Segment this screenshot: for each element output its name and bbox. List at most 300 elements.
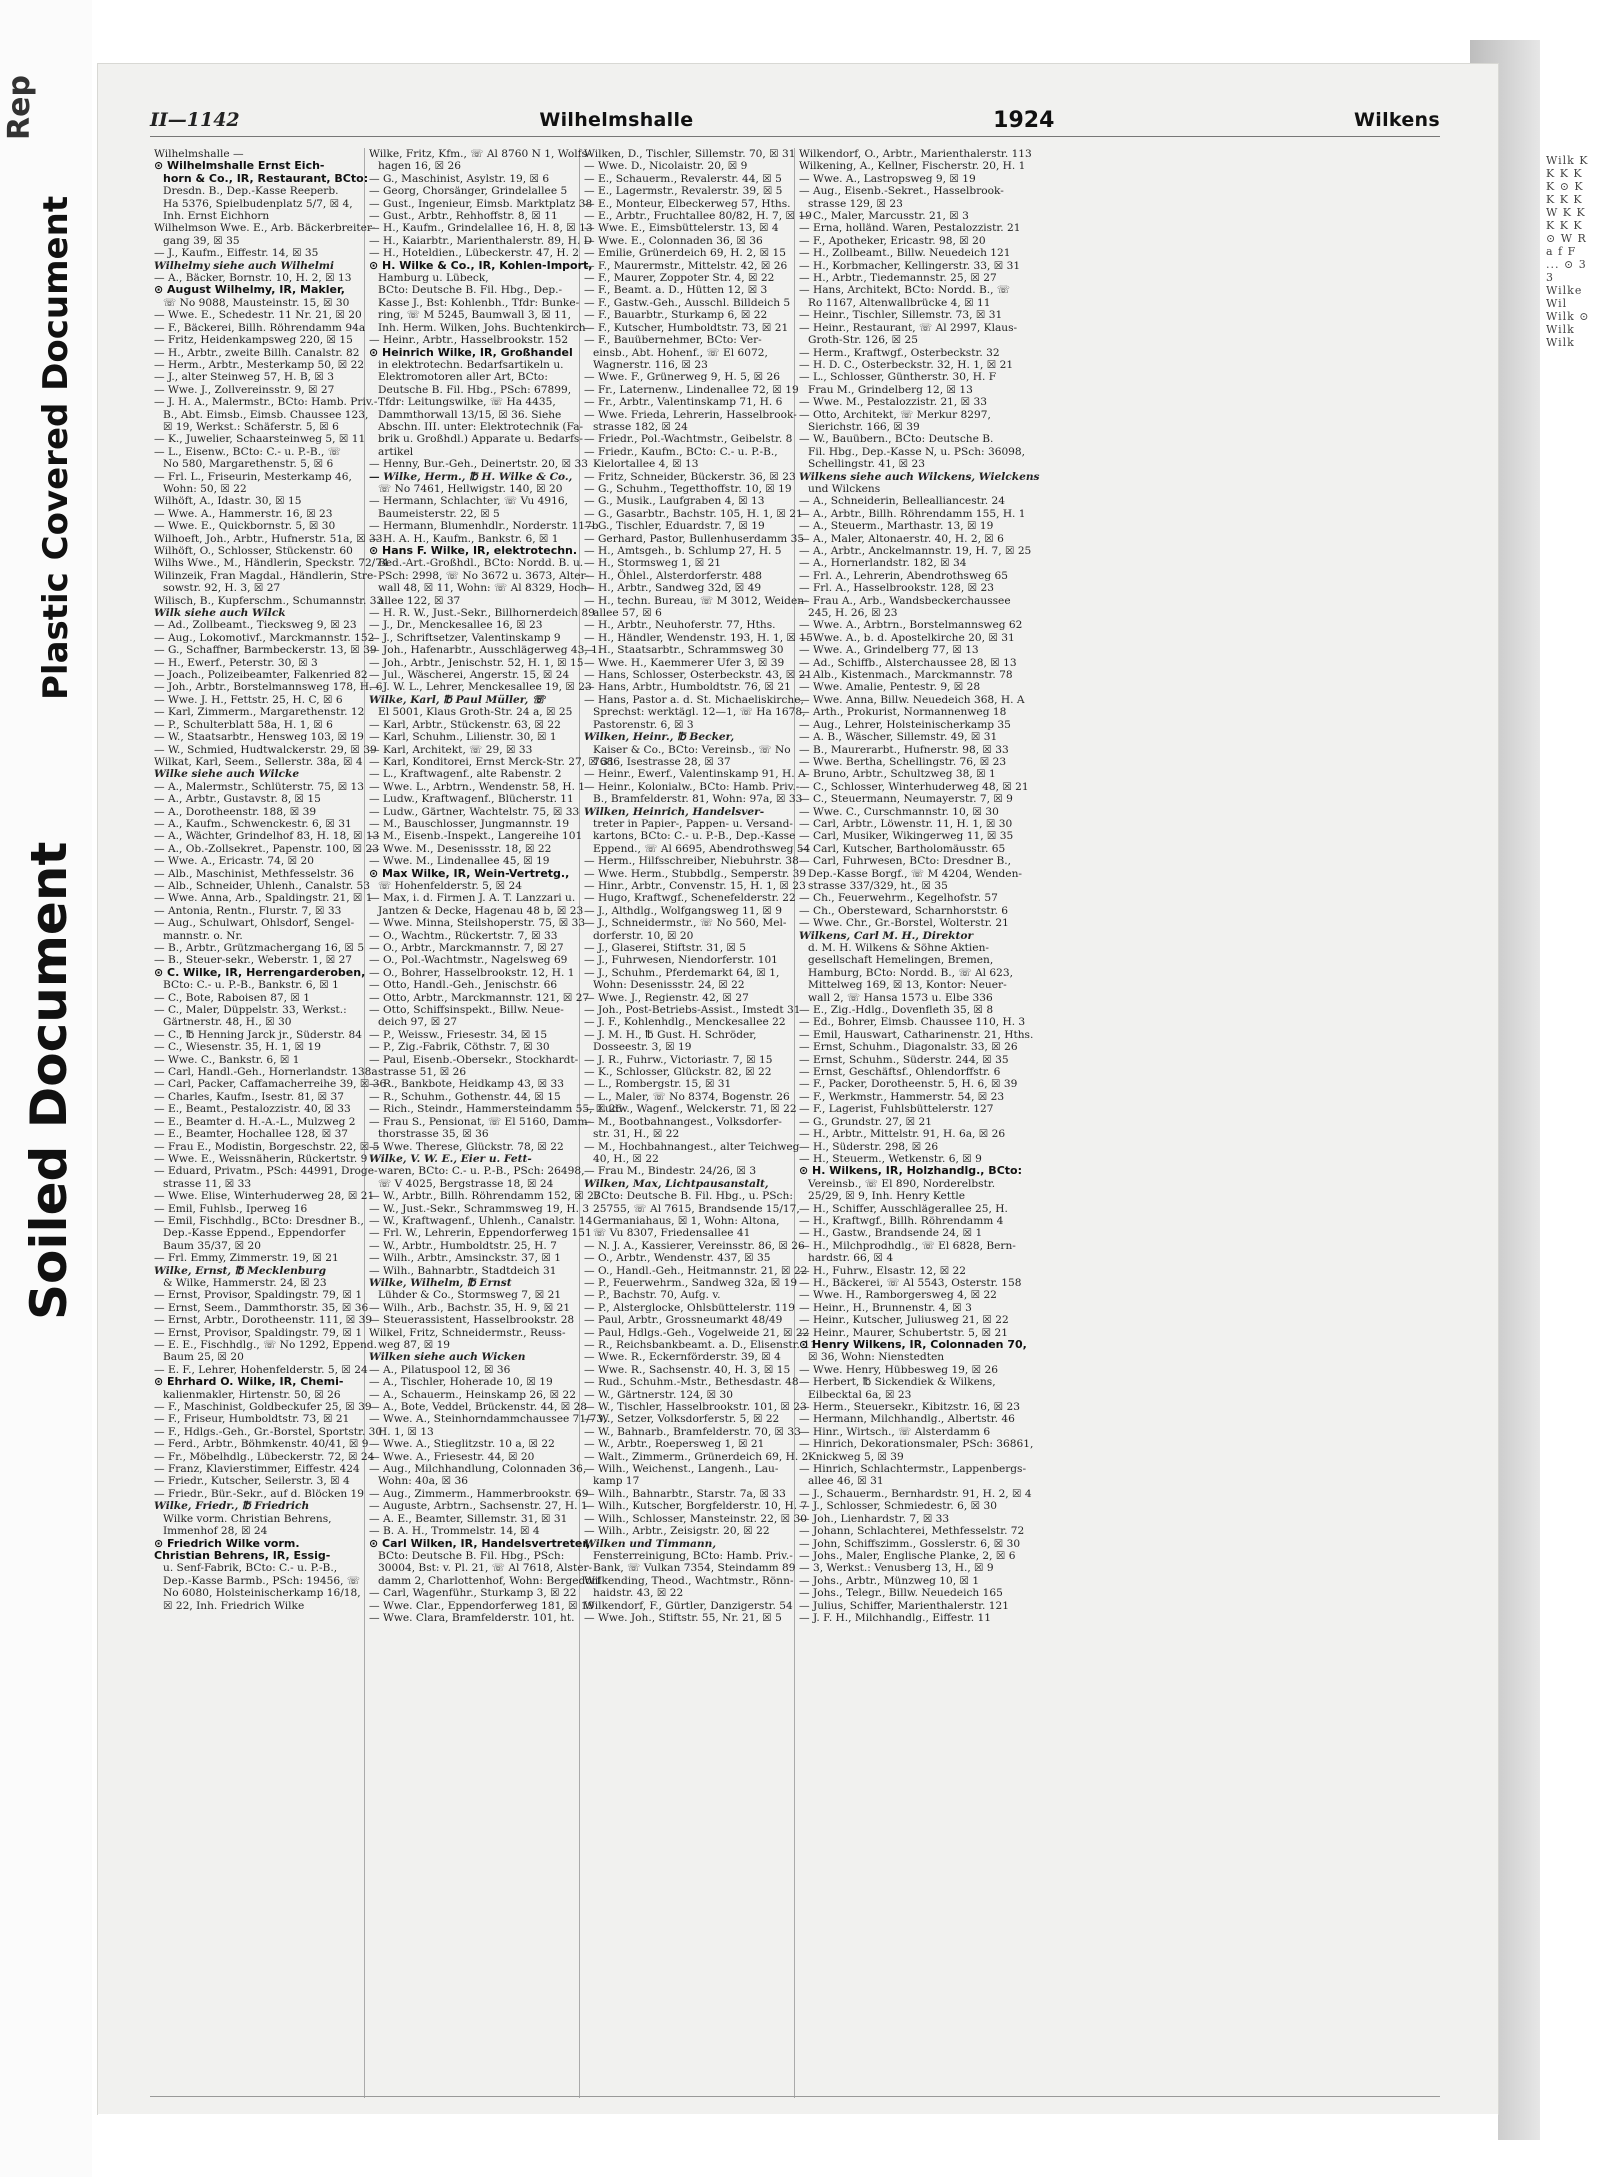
directory-entry: ⊙ H. Wilkens, IR, Holzhandlg., BCto: bbox=[799, 1164, 1022, 1178]
directory-entry: — K., Schlosser, Glückstr. 82, ☒ 22 bbox=[584, 1066, 772, 1079]
directory-entry: — Wwe. C., Bankstr. 6, ☒ 1 bbox=[154, 1053, 300, 1066]
directory-entry: — Wwe. R., Eckernförderstr. 39, ☒ 4 bbox=[584, 1351, 781, 1364]
directory-entry: — Otto, Schiffsinspekt., Billw. Neue- bbox=[369, 1004, 564, 1017]
directory-entry: — Emil, Fuhlsb., Iperweg 16 bbox=[154, 1202, 308, 1215]
directory-entry: No 6080, Holsteinischerkamp 16/18, bbox=[163, 1587, 361, 1600]
directory-entry: — Heinr., Tischler, Sillemstr. 73, ☒ 31 bbox=[799, 309, 1003, 322]
directory-entry: Wilke, Friedr., ℔ Friedrich bbox=[154, 1500, 310, 1513]
directory-entry: — H. A. H., Kaufm., Bankstr. 6, ☒ 1 bbox=[369, 532, 559, 545]
directory-entry: — Paul, Hdlgs.-Geh., Vogelweide 21, ☒ 22 bbox=[584, 1326, 810, 1339]
directory-entry: kartons, BCto: C.- u. P.-B., Dep.-Kasse bbox=[593, 830, 796, 843]
directory-entry: — Alb., Kistenmach., Marckmannstr. 78 bbox=[799, 669, 1013, 682]
directory-entry: — F., Maschinist, Goldbeckufer 25, ☒ 39 bbox=[154, 1401, 372, 1414]
directory-entry: — Heinr., Kutscher, Juliusweg 21, ☒ 22 bbox=[799, 1314, 1009, 1327]
directory-entry: — A., Ob.-Zollsekret., Papenstr. 100, ☒ 23 bbox=[154, 842, 379, 855]
directory-entry: — Wilh., Schlosser, Mansteinstr. 22, ☒ 30 bbox=[584, 1512, 807, 1525]
directory-entry: — Wwe. A., Lastropsweg 9, ☒ 19 bbox=[799, 172, 976, 185]
directory-entry: brik u. Großhdl.) Apparate u. Bedarfs- bbox=[378, 433, 583, 446]
directory-entry: ⊙ H. Wilke & Co., IR, Kohlen-Import, bbox=[369, 258, 593, 272]
directory-entry: — Wilh., Bahnarbtr., Stadtdeich 31 bbox=[369, 1264, 557, 1277]
directory-entry: — H., Zollbeamt., Billw. Neuedeich 121 bbox=[799, 247, 1011, 260]
directory-entry: — Johs., Telegr., Billw. Neuedeich 165 bbox=[799, 1587, 1003, 1600]
directory-entry: — Aug., Eisenb.-Sekret., Hasselbrook- bbox=[799, 185, 1004, 198]
directory-entry: — R., Schuhm., Gothenstr. 44, ☒ 15 bbox=[369, 1090, 561, 1103]
directory-entry: — Wilh., Weichenst., Langenh., Lau- bbox=[584, 1463, 779, 1476]
directory-entry: ☏ Hohenfelderstr. 5, ☒ 24 bbox=[378, 879, 522, 892]
directory-entry: Wilisch, B., Kupferschm., Schumannstr. 33 bbox=[154, 594, 384, 607]
directory-entry: — Aug., Lokomotivf., Marckmannstr. 152 bbox=[154, 631, 375, 644]
directory-entry: — Herbert, ℔ Sickendiek & Wilkens, bbox=[799, 1376, 996, 1389]
directory-entry: dorferstr. 10, ☒ 20 bbox=[593, 929, 694, 942]
directory-entry: d. M. H. Wilkens & Söhne Aktien- bbox=[808, 942, 989, 954]
directory-entry: — P., Schulterblatt 58a, H. 1, ☒ 6 bbox=[154, 718, 333, 731]
directory-entry: — A. B., Wäscher, Sillemstr. 49, ☒ 31 bbox=[799, 731, 998, 744]
directory-entry: Wilken, D., Tischler, Sillemstr. 70, ☒ 31 bbox=[584, 148, 796, 160]
directory-entry: — F., Gastw.-Geh., Ausschl. Billdeich 5 bbox=[584, 296, 791, 309]
directory-entry: — Alb., Maschinist, Methfesselstr. 36 bbox=[154, 867, 354, 880]
stamp-plastic-covered: Plastic Covered Document bbox=[36, 195, 76, 700]
directory-entry: — Heinr., Maurer, Schubertstr. 5, ☒ 21 bbox=[799, 1326, 1008, 1339]
directory-entry: — A., Schauerm., Heinskamp 26, ☒ 22 bbox=[369, 1388, 576, 1401]
directory-entry: — Fr., Arbtr., Valentinskamp 71, H. 6 bbox=[584, 396, 783, 409]
directory-entry: einsb., Abt. Hohenf., ☏ El 6072, bbox=[593, 346, 768, 359]
directory-entry: — E., Lagermstr., Revalerstr. 39, ☒ 5 bbox=[584, 185, 783, 198]
directory-entry: — Aug., Lehrer, Holsteinischerkamp 35 bbox=[799, 718, 1011, 731]
directory-entry: Inh. Ernst Eichhorn bbox=[163, 210, 270, 223]
directory-entry: kamp 17 bbox=[593, 1475, 640, 1488]
directory-entry: — W., Setzer, Volksdorferstr. 5, ☒ 22 bbox=[584, 1413, 780, 1426]
directory-entry: — W., Arbtr., Roepersweg 1, ☒ 21 bbox=[584, 1438, 765, 1451]
directory-entry: — Otto, Architekt, ☏ Merkur 8297, bbox=[799, 408, 991, 421]
directory-entry: — F., Packer, Dorotheenstr. 5, H. 6, ☒ 39 bbox=[799, 1078, 1018, 1091]
directory-entry: Elektromotoren aller Art, BCto: bbox=[378, 371, 548, 384]
directory-entry: Ro 1167, Altenwallbrücke 4, ☒ 11 bbox=[808, 296, 991, 309]
directory-entry: — A., Bote, Veddel, Brückenstr. 44, ☒ 28 bbox=[369, 1401, 588, 1414]
directory-entry: — F., Maurer, Zoppoter Str. 4, ☒ 22 bbox=[584, 272, 775, 285]
stamp-partial-top: Rep bbox=[2, 75, 37, 140]
directory-entry: Wilken, Max, Lichtpausanstalt, bbox=[584, 1177, 769, 1190]
directory-entry: — A., Kaufm., Schwenckestr. 6, ☒ 31 bbox=[154, 817, 352, 830]
directory-entry: — Carl, Arbtr., Löwenstr. 11, H. 1, ☒ 30 bbox=[799, 817, 1013, 830]
directory-entry: Wilken, Heinrich, Handelsver- bbox=[584, 805, 765, 818]
directory-entry: — Wwe. Amalie, Pentestr. 9, ☒ 28 bbox=[799, 681, 981, 694]
directory-entry: — Hinr., Wirtsch., ☏ Alsterdamm 6 bbox=[799, 1425, 991, 1438]
directory-entry: — G., Grundstr. 27, ☒ 21 bbox=[799, 1115, 932, 1128]
directory-entry: — W., Staatsarbtr., Hensweg 103, ☒ 19 bbox=[154, 731, 364, 744]
directory-entry: — J., Schuhm., Pferdemarkt 64, ☒ 1, bbox=[584, 966, 780, 979]
directory-entry: Vereinsb., ☏ El 890, Norderelbstr. bbox=[808, 1177, 996, 1190]
directory-entry: Dep.-Kasse Borgf., ☏ M 4204, Wenden- bbox=[808, 867, 1022, 880]
directory-entry: — C., Steuermann, Neumayerstr. 7, ☒ 9 bbox=[799, 793, 1013, 806]
stamp-soiled-document: Soiled Document bbox=[20, 841, 78, 1320]
directory-entry: — Karl, Schuhm., Lilienstr. 30, ☒ 1 bbox=[369, 731, 557, 744]
directory-entry: — Joh., Arbtr., Borstelmannsweg 178, H. 6 bbox=[154, 681, 383, 694]
directory-entry: Ha 5376, Spielbudenplatz 5/7, ☒ 4, bbox=[163, 197, 353, 210]
directory-entry: Wilhöft, A., Idastr. 30, ☒ 15 bbox=[154, 495, 302, 508]
directory-entry: Dep.-Kasse Eppend., Eppendorfer bbox=[163, 1227, 346, 1240]
next-page-edge bbox=[1540, 150, 1600, 2100]
directory-entry: — A., Arbtr., Gustavstr. 8, ☒ 15 bbox=[154, 793, 321, 806]
directory-entry: — J. R., Fuhrw., Victoriastr. 7, ☒ 15 bbox=[584, 1053, 773, 1066]
directory-entry: — Fr., Möbelhdlg., Lübeckerstr. 72, ☒ 24 bbox=[154, 1450, 375, 1463]
directory-entry: — Ernst, Arbtr., Dorotheenstr. 111, ☒ 39 bbox=[154, 1314, 373, 1327]
directory-entry: — Wwe. Therese, Glückstr. 78, ☒ 22 bbox=[369, 1140, 564, 1153]
directory-entry: — Friedr., Kutscher, Seilerstr. 3, ☒ 4 bbox=[154, 1475, 350, 1488]
header-right-word: Wilkens bbox=[1354, 109, 1440, 131]
directory-entry: — Wwe. Clar., Eppendorferweg 181, ☒ 19 bbox=[369, 1599, 595, 1612]
directory-entry: Lühder & Co., Stormsweg 7, ☒ 21 bbox=[378, 1289, 562, 1302]
directory-entry: Christian Behrens, IR, Essig- bbox=[154, 1548, 331, 1562]
directory-entry: Wilke siehe auch Wilcke bbox=[154, 768, 300, 781]
directory-entry: — Hermann, Schlachter, ☏ Vu 4916, bbox=[369, 495, 569, 508]
directory-entry: — Steuerassistent, Hasselbrookstr. 28 bbox=[369, 1314, 575, 1327]
directory-entry: — J., Fuhrwesen, Niendorferstr. 101 bbox=[584, 954, 778, 967]
directory-entry: — Johs., Maler, Englische Planke, 2, ☒ 6 bbox=[799, 1549, 1016, 1562]
directory-entry: — Gerhard, Pastor, Bullenhuserdamm 35 bbox=[584, 532, 805, 545]
directory-entry: Wilkens siehe auch Wilckens, Wielckens bbox=[799, 470, 1040, 483]
directory-entry: — H., Amtsgeh., b. Schlump 27, H. 5 bbox=[584, 545, 782, 557]
directory-entry: — Wilke, Herm., ℔ H. Wilke & Co., bbox=[369, 470, 573, 483]
directory-entry: Wilkending, Theod., Wachtmstr., Rönn- bbox=[584, 1574, 794, 1587]
directory-entry: Wilkendorf, O., Arbtr., Marienthalerstr. 113 bbox=[799, 148, 1032, 160]
directory-entry: — Wwe. Joh., Stiftstr. 55, Nr. 21, ☒ 5 bbox=[584, 1611, 782, 1624]
directory-entry: — Emilie, Grünerdeich 69, H. 2, ☒ 15 bbox=[584, 247, 786, 260]
directory-entry: — Alb., Schneider, Uhlenh., Canalstr. 53 bbox=[154, 879, 370, 892]
directory-entry: — G., Maschinist, Asylstr. 19, ☒ 6 bbox=[369, 172, 550, 185]
directory-entry: — M., Bootbahnangest., Volksdorfer- bbox=[584, 1115, 782, 1128]
directory-entry: — C., Schlosser, Winterhuderweg 48, ☒ 21 bbox=[799, 780, 1029, 793]
directory-entry: strasse 11, ☒ 33 bbox=[163, 1177, 252, 1190]
directory-entry: — Aug., Schulwart, Ohlsdorf, Sengel- bbox=[154, 917, 355, 930]
directory-entry: Abschn. III. unter: Elektrotechnik (Fa- bbox=[378, 420, 584, 433]
directory-entry: — Hinr., Arbtr., Convenstr. 15, H. 1, ☒ 23 bbox=[584, 879, 806, 892]
directory-entry: — Wilh., Kutscher, Borgfelderstr. 10, H. 7 bbox=[584, 1500, 808, 1513]
directory-entry: — H., Ewerf., Peterstr. 30, ☒ 3 bbox=[154, 656, 318, 669]
directory-entry: — Aug., Milchhandlung, Colonnaden 36, bbox=[369, 1463, 587, 1476]
directory-entry: Kasse J., Bst: Kohlenbh., Tfdr: Bunke- bbox=[378, 296, 580, 309]
directory-entry: — Ed., Bohrer, Eimsb. Chaussee 110, H. 3 bbox=[799, 1016, 1026, 1029]
directory-entry: — Ch., Obersteward, Scharnhorststr. 6 bbox=[799, 904, 1008, 917]
directory-entry: — R., Bankbote, Heidkamp 43, ☒ 33 bbox=[369, 1078, 564, 1091]
directory-entry: — Hermann, Blumenhdlr., Norderstr. 117b bbox=[369, 520, 599, 533]
directory-entry: — E., Beamter d. H.-A.-L., Mulzweg 2 bbox=[154, 1115, 356, 1128]
directory-entry: — Heinr., Ewerf., Valentinskamp 91, H. A bbox=[584, 768, 806, 781]
directory-entry: — Ch., Feuerwehrm., Kegelhofstr. 57 bbox=[799, 892, 998, 905]
directory-entry: — Aug., Zimmerm., Hammerbrookstr. 69 bbox=[369, 1487, 589, 1500]
directory-entry: Wilkening, A., Kellner, Fischerstr. 20, H. 1 bbox=[799, 160, 1026, 173]
directory-entry: — W., Gärtnerstr. 124, ☒ 30 bbox=[584, 1388, 733, 1401]
directory-entry: — Walt., Zimmerm., Grünerdeich 69, H. 2 bbox=[584, 1450, 809, 1463]
margin-stamp-strip bbox=[0, 0, 92, 2177]
directory-entry: — B. A. H., Trommelstr. 14, ☒ 4 bbox=[369, 1525, 540, 1538]
next-page-edge-text: Wilk K K K K K ⊙ K K K K W K K K K K ⊙ W R a f F ... ⊙ 3 3 Wilke Wil Wilk ⊙ Wilk Wilk bbox=[1546, 154, 1590, 349]
directory-entry: — Max, i. d. Firmen J. A. T. Lanzzari u. bbox=[369, 892, 576, 905]
directory-entry: — Frau M., Bindestr. 24/26, ☒ 3 bbox=[584, 1165, 757, 1178]
directory-entry: — Friedr., Kaufm., BCto: C.- u. P.-B., bbox=[584, 445, 778, 458]
directory-entry: — Wilh., Arbtr., Amsinckstr. 37, ☒ 1 bbox=[369, 1252, 561, 1265]
directory-entry: Hamburg u. Lübeck, bbox=[378, 272, 489, 285]
header-left-word: Wilhelmshalle bbox=[539, 109, 694, 131]
directory-entry: — P., Zig.-Fabrik, Cöthstr. 7, ☒ 30 bbox=[369, 1041, 550, 1054]
directory-entry: ⊙ Heinrich Wilke, IR, Großhandel bbox=[369, 345, 573, 359]
directory-entry: — Arth., Prokurist, Normannenweg 18 bbox=[799, 706, 1007, 719]
directory-entry: — Wwe. Anna, Arb., Spaldingstr. 21, ☒ 1 bbox=[154, 892, 373, 905]
directory-entry: — H., Öhlel., Alsterdorferstr. 488 bbox=[584, 569, 763, 582]
directory-entry: — Johann, Schlachterei, Methfesselstr. 72 bbox=[799, 1525, 1025, 1538]
directory-entry: — Rich., Steindr., Hammersteindamm 55, ☒ 26 bbox=[369, 1103, 623, 1116]
directory-entry: — H., Schiffer, Ausschlägerallee 25, H. bbox=[799, 1202, 1008, 1215]
footer-rule bbox=[150, 2096, 1440, 2097]
directory-entry: — Wwe. Minna, Steilshoperstr. 75, ☒ 33 bbox=[369, 917, 586, 930]
directory-entry: Wilhs Wwe., M., Händlerin, Speckstr. 72/74 bbox=[154, 557, 389, 570]
directory-entry: — F., Werkmstr., Hammerstr. 54, ☒ 23 bbox=[799, 1090, 1005, 1103]
directory-entry: — F., Bauarbtr., Sturkamp 6, ☒ 22 bbox=[584, 309, 768, 322]
directory-entry: Baum 25, ☒ 20 bbox=[163, 1351, 244, 1364]
directory-entry: — L., Rombergstr. 15, ☒ 31 bbox=[584, 1078, 732, 1091]
directory-entry: — L., Eisenw., BCto: C.- u. P.-B., ☏ bbox=[154, 445, 341, 458]
directory-entry: — Hinrich, Dekorationsmaler, PSch: 36861, bbox=[799, 1438, 1034, 1451]
directory-entry: allee 46, ☒ 31 bbox=[808, 1475, 884, 1488]
directory-entry: Eilbecktal 6a, ☒ 23 bbox=[808, 1388, 912, 1401]
directory-entry: — Wwe. M., Lindenallee 45, ☒ 19 bbox=[369, 855, 550, 868]
directory-entry: gesellschaft Hemelingen, Bremen, bbox=[808, 954, 994, 967]
directory-entry: — Gust., Ingenieur, Eimsb. Marktplatz 38 bbox=[369, 197, 593, 210]
directory-entry: — P., Alsterglocke, Ohlsbüttelerstr. 119 bbox=[584, 1301, 796, 1314]
directory-entry: — J., Kaufm., Eiffestr. 14, ☒ 35 bbox=[154, 247, 319, 260]
directory-entry: — Wwe. Chr., Gr.-Borstel, Wolterstr. 21 bbox=[799, 917, 1009, 930]
page-header bbox=[150, 104, 1440, 137]
directory-entry: ☏ Vu 8307, Friedensallee 41 bbox=[593, 1227, 751, 1240]
directory-entry: Wohn: Desenissstr. 24, ☒ 22 bbox=[593, 979, 745, 992]
directory-entry: ⊙ Hans F. Wilke, IR, elektrotechn. bbox=[369, 544, 578, 557]
directory-entry: — F., Hdlgs.-Geh., Gr.-Borstel, Sportstr. 30 bbox=[154, 1425, 383, 1438]
directory-entry: — O., Arbtr., Marckmannstr. 7, ☒ 27 bbox=[369, 942, 564, 954]
directory-entry: ☏ V 4025, Bergstrasse 18, ☒ 24 bbox=[378, 1177, 554, 1190]
directory-entry: — A., Arbtr., Billh. Röhrendamm 155, H. 1 bbox=[799, 507, 1026, 520]
directory-entry: — Antonia, Rentn., Flurstr. 7, ☒ 33 bbox=[154, 904, 342, 917]
directory-entry: — A., Hornerlandstr. 182, ☒ 34 bbox=[799, 557, 967, 570]
directory-entry: — Wwe. A., Arbtrn., Borstelmannsweg 62 bbox=[799, 619, 1023, 632]
column-1 bbox=[150, 148, 389, 2098]
directory-entry: — Charles, Kaufm., Isestr. 81, ☒ 37 bbox=[154, 1090, 344, 1103]
directory-entry: — Frl. W., Lehrerin, Eppendorferweg 151 bbox=[369, 1227, 592, 1240]
directory-entry: — J., Schlosser, Schmiedestr. 6, ☒ 30 bbox=[799, 1500, 997, 1513]
directory-entry: — Ludw., Wagenf., Welckerstr. 71, ☒ 22 bbox=[584, 1103, 797, 1116]
directory-entry: strasse 182, ☒ 24 bbox=[593, 420, 688, 433]
directory-entry: B., Bramfelderstr. 81, Wohn: 97a, ☒ 33 bbox=[593, 793, 803, 806]
entry-columns bbox=[150, 148, 1440, 2098]
directory-entry: — A., Wächter, Grindelhof 83, H. 18, ☒ 13 bbox=[154, 830, 380, 843]
directory-entry: — J. M. H., ℔ Gust. H. Schröder, bbox=[584, 1028, 757, 1041]
page-number: II—1142 bbox=[150, 109, 240, 131]
directory-entry: — H., Süderstr. 298, ☒ 26 bbox=[799, 1140, 939, 1153]
directory-entry: — C., Maler, Marcusstr. 21, ☒ 3 bbox=[799, 210, 969, 223]
directory-entry: — Wwe. Anna, Billw. Neuedeich 368, H. A bbox=[799, 693, 1025, 706]
directory-entry: Bank, ☏ Vulkan 7354, Steindamm 89 bbox=[593, 1562, 796, 1575]
directory-entry: hardstr. 66, ☒ 4 bbox=[808, 1252, 894, 1265]
directory-entry: ⊙ Friedrich Wilke vorm. bbox=[154, 1536, 300, 1550]
directory-entry: ☒ 36, Wohn: Nienstedten bbox=[808, 1351, 945, 1364]
directory-entry: — Wwe. A., Hammerstr. 16, ☒ 23 bbox=[154, 507, 333, 520]
directory-entry: BCto: C.- u. P.-B., Bankstr. 6, ☒ 1 bbox=[163, 979, 339, 992]
directory-entry: wall 48, ☒ 11, Wohn: ☏ Al 8329, Hoch- bbox=[378, 582, 591, 595]
directory-entry: Kielortallee 4, ☒ 13 bbox=[593, 458, 699, 471]
directory-entry: und Wilckens bbox=[808, 482, 881, 495]
directory-entry: — Fritz, Heidenkampsweg 220, ☒ 15 bbox=[154, 334, 353, 347]
directory-entry: Dosseestr. 3, ☒ 19 bbox=[593, 1041, 692, 1054]
directory-entry: — Karl, Architekt, ☏ 29, ☒ 33 bbox=[369, 743, 533, 756]
directory-entry: horn & Co., IR, Restaurant, BCto: bbox=[163, 171, 369, 185]
directory-entry: Tfdr: Leitungswilke, ☏ Ha 4435, bbox=[378, 396, 556, 409]
directory-entry: — F., Beamt. a. D., Hütten 12, ☒ 3 bbox=[584, 284, 768, 297]
directory-entry: — J. F., Kohlenhdlg., Menckesallee 22 bbox=[584, 1016, 786, 1029]
directory-entry: — Wwe. E., Colonnaden 36, ☒ 36 bbox=[584, 234, 763, 247]
directory-entry: — W., Arbtr., Humboldtstr. 25, H. 7 bbox=[369, 1239, 557, 1252]
directory-entry: Wilkat, Karl, Seem., Sellerstr. 38a, ☒ 4 bbox=[154, 755, 363, 768]
directory-entry: — Frau E., Modistin, Borgeschstr. 22, ☒ 5 bbox=[154, 1140, 380, 1153]
directory-entry: — 3, Werkst.: Venusberg 13, H., ☒ 9 bbox=[799, 1562, 994, 1575]
directory-entry: — Wwe. A., Ericastr. 74, ☒ 20 bbox=[154, 855, 314, 868]
directory-entry: — H., Arbtr., Tiedemannstr. 25, ☒ 27 bbox=[799, 272, 997, 285]
directory-entry: — Wwe. A., b. d. Apostelkirche 20, ☒ 31 bbox=[799, 631, 1015, 644]
directory-entry: Wohn: 40a, ☒ 36 bbox=[378, 1475, 469, 1488]
directory-entry: wall 2, ☏ Hansa 1573 u. Elbe 336 bbox=[808, 991, 993, 1004]
directory-entry: — Wwe. E., Schedestr. 11 Nr. 21, ☒ 20 bbox=[154, 309, 362, 322]
directory-entry: — Frl. L., Friseurin, Mesterkamp 46, bbox=[154, 470, 352, 483]
directory-entry: — H., Arbtr., Neuhoferstr. 77, Hths. bbox=[584, 619, 776, 632]
directory-entry: Immenhof 28, ☒ 24 bbox=[163, 1525, 268, 1538]
directory-entry: — F., Friseur, Humboldtstr. 73, ☒ 21 bbox=[154, 1413, 350, 1426]
directory-entry: in elektrotechn. Bedarfsartikeln u. bbox=[378, 358, 564, 371]
directory-entry: — E. E., Fischhdlg., ☏ No 1292, Eppend. bbox=[154, 1339, 377, 1351]
directory-entry: El 5001, Klaus Groth-Str. 24 a, ☒ 25 bbox=[378, 706, 573, 719]
directory-entry: — Wilh., Arb., Bachstr. 35, H. 9, ☒ 21 bbox=[369, 1301, 571, 1314]
directory-entry: — C., ℔ Henning Jarck jr., Süderstr. 84 bbox=[154, 1028, 362, 1041]
directory-entry: — Carl, Kutscher, Bartholomäusstr. 65 bbox=[799, 842, 1006, 855]
directory-entry: — Heinr., Arbtr., Hasselbrookstr. 152 bbox=[369, 334, 569, 347]
directory-entry: — Erna, holländ. Waren, Pestalozzistr. 21 bbox=[799, 222, 1021, 235]
directory-entry: strasse 337/329, ht., ☒ 35 bbox=[808, 879, 948, 892]
directory-entry: — Wwe. Elise, Winterhuderweg 28, ☒ 21 bbox=[154, 1190, 375, 1203]
directory-entry: — P., Feuerwehrm., Sandweg 32a, ☒ 19 bbox=[584, 1276, 798, 1289]
directory-entry: — A., Arbtr., Anckelmannstr. 19, H. 7, ☒ 25 bbox=[799, 545, 1032, 557]
directory-entry: — Wwe. Herm., Stubbdlg., Semperstr. 39 bbox=[584, 867, 807, 880]
directory-entry: — W., Kraftwagenf., Uhlenh., Canalstr. 14 bbox=[369, 1214, 593, 1227]
directory-entry: artikel bbox=[378, 445, 414, 458]
directory-entry: Wilke, V. W. E., Eier u. Fett- bbox=[369, 1152, 532, 1165]
directory-entry: — Paul, Eisenb.-Obersekr., Stockhardt- bbox=[369, 1053, 579, 1066]
directory-entry: — Rud., Schuhm.-Mstr., Bethesdastr. 48 bbox=[584, 1376, 799, 1389]
directory-entry: — Wwe. A., Stieglitzstr. 10 a, ☒ 22 bbox=[369, 1438, 555, 1451]
directory-entry: Wilk siehe auch Wilck bbox=[154, 607, 286, 620]
directory-entry: Wilhelmy siehe auch Wilhelmi bbox=[154, 259, 335, 272]
directory-entry: Pastorenstr. 6, ☒ 3 bbox=[593, 718, 694, 731]
directory-entry: — A., Steuerm., Marthastr. 13, ☒ 19 bbox=[799, 520, 994, 533]
directory-entry: Wilke, Fritz, Kfm., ☏ Al 8760 N 1, Wolfs- bbox=[369, 148, 591, 160]
directory-entry: Dep.-Kasse Barmb., PSch: 19456, ☏ bbox=[163, 1574, 361, 1587]
directory-entry: — John, Schiffszimm., Gosslerstr. 6, ☒ 30 bbox=[799, 1537, 1021, 1550]
directory-entry: ⊙ C. Wilke, IR, Herrengarderoben, bbox=[154, 965, 366, 979]
directory-entry: — Carl, Packer, Caffamacherreihe 39, ☒ 36 bbox=[154, 1078, 387, 1091]
directory-entry: Wagnerstr. 116, ☒ 23 bbox=[593, 358, 708, 371]
directory-entry: — Ernst, Provisor, Spaldingstr. 79, ☒ 1 bbox=[154, 1289, 363, 1302]
directory-entry: — Wwe. J. H., Fettstr. 25, H. C, ☒ 6 bbox=[154, 693, 343, 706]
directory-entry: — Otto, Arbtr., Marckmannstr. 121, ☒ 27 bbox=[369, 991, 590, 1004]
directory-entry: — Wwe. A., Friesestr. 44, ☒ 20 bbox=[369, 1450, 535, 1463]
directory-entry: — H., Arbtr., Mittelstr. 91, H. 6a, ☒ 26 bbox=[799, 1128, 1006, 1141]
directory-entry: — J. H. A., Malermstr., BCto: Hamb. Priv.- bbox=[154, 396, 378, 409]
directory-entry: — Herm., Kraftwgf., Osterbeckstr. 32 bbox=[799, 346, 1000, 359]
directory-entry: — G., Tischler, Eduardstr. 7, ☒ 19 bbox=[584, 520, 765, 533]
directory-entry: — Wwe. D., Nicolaistr. 20, ☒ 9 bbox=[584, 160, 748, 173]
directory-entry: Gärtnerstr. 48, H., ☒ 30 bbox=[163, 1016, 292, 1029]
directory-entry: — Heinr., Kolonialw., BCto: Hamb. Priv.- bbox=[584, 780, 800, 793]
directory-entry: — Johs., Arbtr., Münzweg 10, ☒ 1 bbox=[799, 1574, 980, 1587]
directory-entry: BCto: Deutsche B. Fil. Hbg., PSch: bbox=[378, 1549, 565, 1562]
directory-entry: ☒ 19, Werkst.: Schäferstr. 5, ☒ 6 bbox=[163, 420, 339, 433]
directory-entry: Wilken, Heinr., ℔ Becker, bbox=[584, 731, 735, 744]
directory-entry: — W., Schmied, Hudtwalckerstr. 29, ☒ 39 bbox=[154, 743, 377, 756]
directory-entry: — Ludw., Kraftwagenf., Blücherstr. 11 bbox=[369, 793, 574, 806]
directory-entry: — C., Maler, Düppelstr. 33, Werkst.: bbox=[154, 1004, 347, 1017]
directory-entry: — Frau A., Arb., Wandsbeckerchaussee bbox=[799, 594, 1011, 607]
directory-entry: — Carl, Handl.-Geh., Hornerlandstr. 138a bbox=[154, 1066, 378, 1079]
directory-entry: — C., Wiesenstr. 35, H. 1, ☒ 19 bbox=[154, 1041, 322, 1054]
directory-entry: Wilke vorm. Christian Behrens, bbox=[163, 1512, 332, 1525]
directory-entry: — G., Schuhm., Tegetthoffstr. 10, ☒ 19 bbox=[584, 482, 792, 495]
directory-entry: — A. E., Beamter, Sillemstr. 31, ☒ 31 bbox=[369, 1512, 568, 1525]
directory-entry: — B., Arbtr., Grützmachergang 16, ☒ 5 bbox=[154, 942, 365, 954]
directory-entry: — L., Maler, ☏ No 8374, Bogenstr. 26 bbox=[584, 1090, 790, 1103]
directory-entry: Wilken und Timmann, bbox=[584, 1537, 717, 1550]
directory-entry: — Wwe. H., Kaemmerer Ufer 3, ☒ 39 bbox=[584, 656, 785, 669]
directory-entry: — Wwe. Bertha, Schellingstr. 76, ☒ 23 bbox=[799, 755, 1007, 768]
directory-entry: — Wwe. J., Zollvereinsstr. 9, ☒ 27 bbox=[154, 383, 335, 396]
directory-entry: Kaiser & Co., BCto: Vereinsb., ☏ No bbox=[593, 743, 791, 756]
directory-entry: Groth-Str. 126, ☒ 25 bbox=[808, 334, 919, 347]
directory-entry: — H., Arbtr., Sandweg 32d, ☒ 49 bbox=[584, 582, 762, 595]
directory-entry: — Heinr., Restaurant, ☏ Al 2997, Klaus- bbox=[799, 321, 1018, 334]
directory-entry: Deutsche B. Fil. Hbg., PSch: 67899, bbox=[378, 383, 572, 396]
directory-entry: — H., Händler, Wendenstr. 193, H. 1, ☒ 15 bbox=[584, 631, 813, 644]
directory-entry: — H., Staatsarbtr., Schrammsweg 30 bbox=[584, 644, 784, 657]
directory-entry: — Wwe. J., Regienstr. 42, ☒ 27 bbox=[584, 991, 749, 1004]
directory-entry: Dammthorwall 13/15, ☒ 36. Siehe bbox=[378, 408, 562, 421]
directory-entry: — Hermann, Milchhandlg., Albertstr. 46 bbox=[799, 1413, 1015, 1426]
directory-entry: — Wwe. M., Pestalozzistr. 21, ☒ 33 bbox=[799, 396, 988, 409]
directory-entry: — Joh., Arbtr., Jenischstr. 52, H. 1, ☒ 15 bbox=[369, 656, 584, 669]
directory-entry: — Hugo, Kraftwgf., Schenefelderstr. 22 bbox=[584, 892, 796, 905]
directory-entry: — E., Beamt., Pestalozzistr. 40, ☒ 33 bbox=[154, 1103, 351, 1116]
directory-entry: — P., Weissw., Friesestr. 34, ☒ 15 bbox=[369, 1028, 548, 1041]
column-3 bbox=[580, 148, 817, 2098]
directory-entry: hagen 16, ☒ 26 bbox=[378, 160, 461, 173]
directory-entry: — A., Bäcker, Bornstr. 10, H. 2, ☒ 13 bbox=[154, 272, 352, 285]
directory-entry: — A., Schneiderin, Bellealliancestr. 24 bbox=[799, 495, 1005, 508]
directory-entry: B., Abt. Eimsb., Eimsb. Chaussee 123, bbox=[163, 408, 369, 421]
directory-entry: — Frau S., Pensionat, ☏ El 5160, Damm- bbox=[369, 1115, 592, 1128]
directory-entry: weg 87, ☒ 19 bbox=[378, 1339, 451, 1351]
directory-entry: u. Senf-Fabrik, BCto: C.- u. P.-B., bbox=[163, 1562, 338, 1575]
directory-entry: str. 31, H., ☒ 22 bbox=[593, 1128, 680, 1141]
directory-entry: 7686, Isestrasse 28, ☒ 37 bbox=[593, 755, 731, 768]
directory-entry: — H. D. C., Osterbeckstr. 32, H. 1, ☒ 21 bbox=[799, 358, 1014, 371]
directory-entry: — F., Lagerist, Fuhlsbüttelerstr. 127 bbox=[799, 1103, 994, 1116]
directory-entry: — J., Schauerm., Bernhardstr. 91, H. 2, ☒ 4 bbox=[799, 1487, 1032, 1500]
directory-entry: — Joach., Polizeibeamter, Falkenried 82 bbox=[154, 669, 368, 682]
directory-entry: — Hans, Architekt, BCto: Nordd. B., ☏ bbox=[799, 284, 1011, 297]
directory-entry: — J., Glaserei, Stiftstr. 31, ☒ 5 bbox=[584, 942, 747, 954]
